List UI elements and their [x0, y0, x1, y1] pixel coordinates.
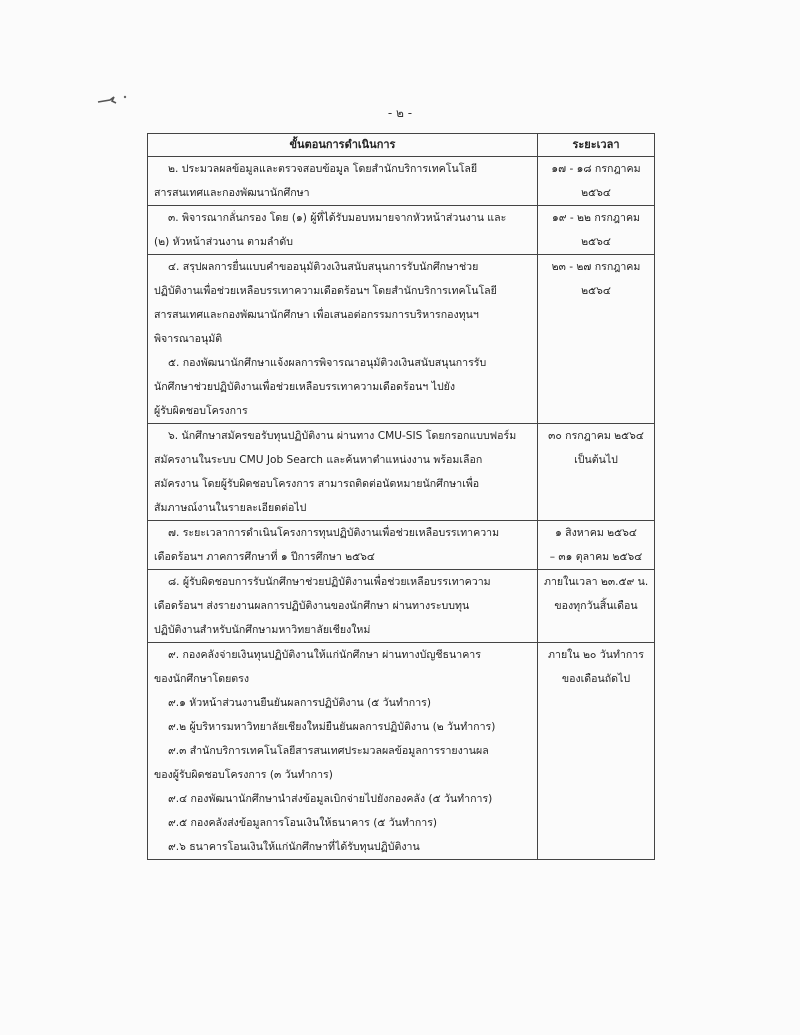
table-header-row — [148, 134, 655, 157]
time-line: ๑๗ - ๑๘ กรกฎาคม — [551, 163, 641, 175]
step-line: ๙.๑ หัวหน้าส่วนงานยืนยันผลการปฏิบัติงาน (๕ วันทำการ) — [168, 697, 431, 709]
time-line: ๑ สิงหาคม ๒๕๖๔ — [555, 527, 637, 539]
step-line: ๙.๖ ธนาคารโอนเงินให้แก่นักศึกษาที่ได้รับทุนปฏิบัติงาน — [168, 841, 420, 853]
step-line: ของผู้รับผิดชอบโครงการ (๓ วันทำการ) — [154, 769, 333, 781]
step-line: ๕. กองพัฒนานักศึกษาแจ้งผลการพิจารณาอนุมัติวงเงินสนับสนุนการรับ — [168, 357, 487, 369]
time-cell — [538, 643, 655, 860]
step-line: ๘. ผู้รับผิดชอบการรับนักศึกษาช่วยปฏิบัติงานเพื่อช่วยเหลือบรรเทาความ — [168, 576, 491, 588]
step-line: ๗. ระยะเวลาการดำเนินโครงการทุนปฏิบัติงานเพื่อช่วยเหลือบรรเทาความ — [168, 527, 500, 539]
step-line: ๙.๕ กองคลังส่งข้อมูลการโอนเงินให้ธนาคาร (๕ วันทำการ) — [168, 817, 438, 829]
time-cell — [538, 424, 655, 521]
time-cell — [538, 521, 655, 570]
table-row — [148, 570, 655, 643]
step-line: เดือดร้อนฯ ภาคการศึกษาที่ ๑ ปีการศึกษา ๒๕๖๔ — [154, 551, 375, 563]
time-line: ของทุกวันสิ้นเดือน — [554, 600, 638, 612]
time-line: ๒๕๖๔ — [581, 236, 611, 248]
step-line: นักศึกษาช่วยปฏิบัติงานเพื่อช่วยเหลือบรรเทาความเดือดร้อนฯ ไปยัง — [154, 381, 456, 393]
time-cell — [538, 206, 655, 255]
step-cell — [148, 521, 538, 570]
step-line: ๙.๓ สำนักบริการเทคโนโลยีสารสนเทศประมวลผลข้อมูลการรายงานผล — [168, 745, 489, 757]
table-row — [148, 521, 655, 570]
step-line: สัมภาษณ์งานในรายละเอียดต่อไป — [154, 502, 307, 514]
step-line: ๙.๒ ผู้บริหารมหาวิทยาลัยเชียงใหม่ยืนยันผลการปฏิบัติงาน (๒ วันทำการ) — [168, 721, 496, 733]
time-cell — [538, 570, 655, 643]
step-line: ๔. สรุปผลการยื่นแบบคำขออนุมัติวงเงินสนับสนุนการรับนักศึกษาช่วย — [168, 261, 479, 273]
time-line: – ๓๑ ตุลาคม ๒๕๖๔ — [549, 551, 643, 563]
table-row — [148, 424, 655, 521]
time-line: ๒๓ - ๒๗ กรกฎาคม — [551, 261, 641, 273]
step-line: (๒) หัวหน้าส่วนงาน ตามลำดับ — [154, 236, 293, 248]
step-line: ของนักศึกษาโดยตรง — [154, 673, 250, 685]
time-line: ของเดือนถัดไป — [561, 673, 631, 685]
step-line: เดือดร้อนฯ ส่งรายงานผลการปฏิบัติงานของนักศึกษา ผ่านทางระบบทุน — [154, 600, 470, 612]
step-line: ปฏิบัติงานสำหรับนักศึกษามหาวิทยาลัยเชียงใหม่ — [154, 624, 371, 636]
time-line: ภายในเวลา ๒๓.๕๙ น. — [544, 576, 649, 588]
header-step: ขั้นตอนการดำเนินการ — [148, 134, 538, 157]
table-row — [148, 206, 655, 255]
table-row — [148, 157, 655, 206]
step-cell — [148, 157, 538, 206]
time-line: ๑๙ - ๒๒ กรกฎาคม — [551, 212, 641, 224]
step-line: ผู้รับผิดชอบโครงการ — [154, 405, 248, 417]
time-line: เป็นต้นไป — [574, 454, 618, 466]
step-line: ๙. กองคลังจ่ายเงินทุนปฏิบัติงานให้แก่นักศึกษา ผ่านทางบัญชีธนาคาร — [168, 649, 481, 661]
step-line: สารสนเทศและกองพัฒนานักศึกษา — [154, 187, 310, 199]
step-line: พิจารณาอนุมัติ — [154, 333, 223, 345]
step-line: สมัครงานในระบบ CMU Job Search และค้นหาตำแหน่งงาน พร้อมเลือก — [154, 454, 483, 466]
step-cell — [148, 424, 538, 521]
step-line: ๓. พิจารณากลั่นกรอง โดย (๑) ผู้ที่ได้รับมอบหมายจากหัวหน้าส่วนงาน และ — [168, 212, 507, 224]
step-cell — [148, 570, 538, 643]
step-cell — [148, 255, 538, 424]
step-line: ปฏิบัติงานเพื่อช่วยเหลือบรรเทาความเดือดร้อนฯ โดยสำนักบริการเทคโนโลยี — [154, 285, 497, 297]
header-time: ระยะเวลา — [538, 134, 655, 157]
step-line: สมัครงาน โดยผู้รับผิดชอบโครงการ สามารถติดต่อนัดหมายนักศึกษาเพื่อ — [154, 478, 480, 490]
table-row — [148, 255, 655, 424]
table-row — [148, 643, 655, 860]
step-line: ๖. นักศึกษาสมัครขอรับทุนปฏิบัติงาน ผ่านทาง CMU-SIS โดยกรอกแบบฟอร์ม — [168, 430, 517, 442]
step-line: ๙.๔ กองพัฒนานักศึกษานำส่งข้อมูลเบิกจ่ายไปยังกองคลัง (๕ วันทำการ) — [168, 793, 493, 805]
time-line: ๓๐ กรกฎาคม ๒๕๖๔ — [548, 430, 644, 442]
time-cell — [538, 255, 655, 424]
time-cell — [538, 157, 655, 206]
step-line: ๒. ประมวลผลข้อมูลและตรวจสอบข้อมูล โดยสำนักบริการเทคโนโลยี — [168, 163, 478, 175]
page-number: - ๒ - — [387, 106, 413, 120]
step-line: สารสนเทศและกองพัฒนานักศึกษา เพื่อเสนอต่อกรรมการบริหารกองทุนฯ — [154, 309, 479, 321]
time-line: ภายใน ๒๐ วันทำการ — [548, 649, 644, 661]
step-cell — [148, 206, 538, 255]
time-line: ๒๕๖๔ — [581, 285, 611, 297]
procedure-table — [147, 133, 655, 860]
step-cell — [148, 643, 538, 860]
time-line: ๒๕๖๔ — [581, 187, 611, 199]
